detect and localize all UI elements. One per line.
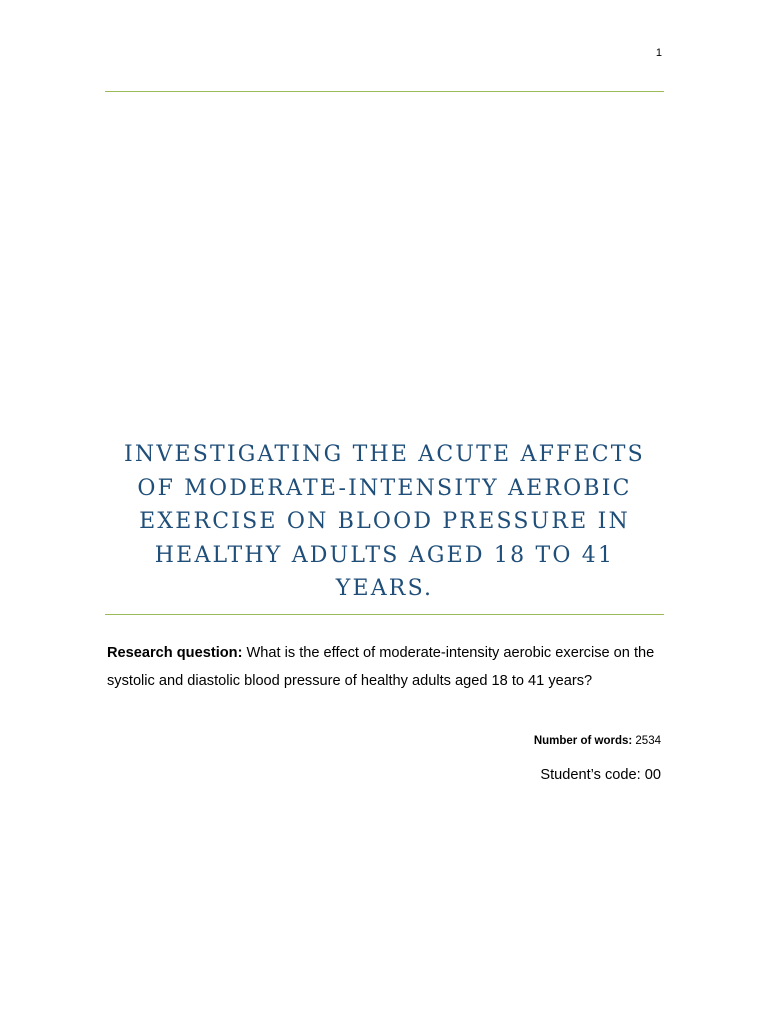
word-count-value: 2534 (635, 735, 661, 747)
word-count (420, 733, 661, 749)
research-question (107, 639, 664, 695)
student-code-label: Student’s code: (540, 767, 641, 783)
title-divider (105, 614, 664, 615)
document-title: INVESTIGATING THE ACUTE AFFECTS OF MODERATE-INTENSITY AEROBIC EXERCISE ON BLOOD PRESSURE IN HEALTHY ADULTS AGED 18 TO 41 YEARS. (124, 442, 645, 601)
student-code-value: 00 (644, 767, 661, 783)
page-number: 1 (655, 47, 662, 59)
research-question-label: Research question: (107, 645, 243, 661)
student-code (420, 764, 661, 786)
word-count-label: Number of words: (533, 735, 633, 747)
header-divider (105, 91, 664, 92)
research-question-text: What is the effect of moderate-intensity aerobic exercise on the systolic and diastolic blood pressure of healthy adults aged 18 to 41 years? (107, 645, 655, 689)
